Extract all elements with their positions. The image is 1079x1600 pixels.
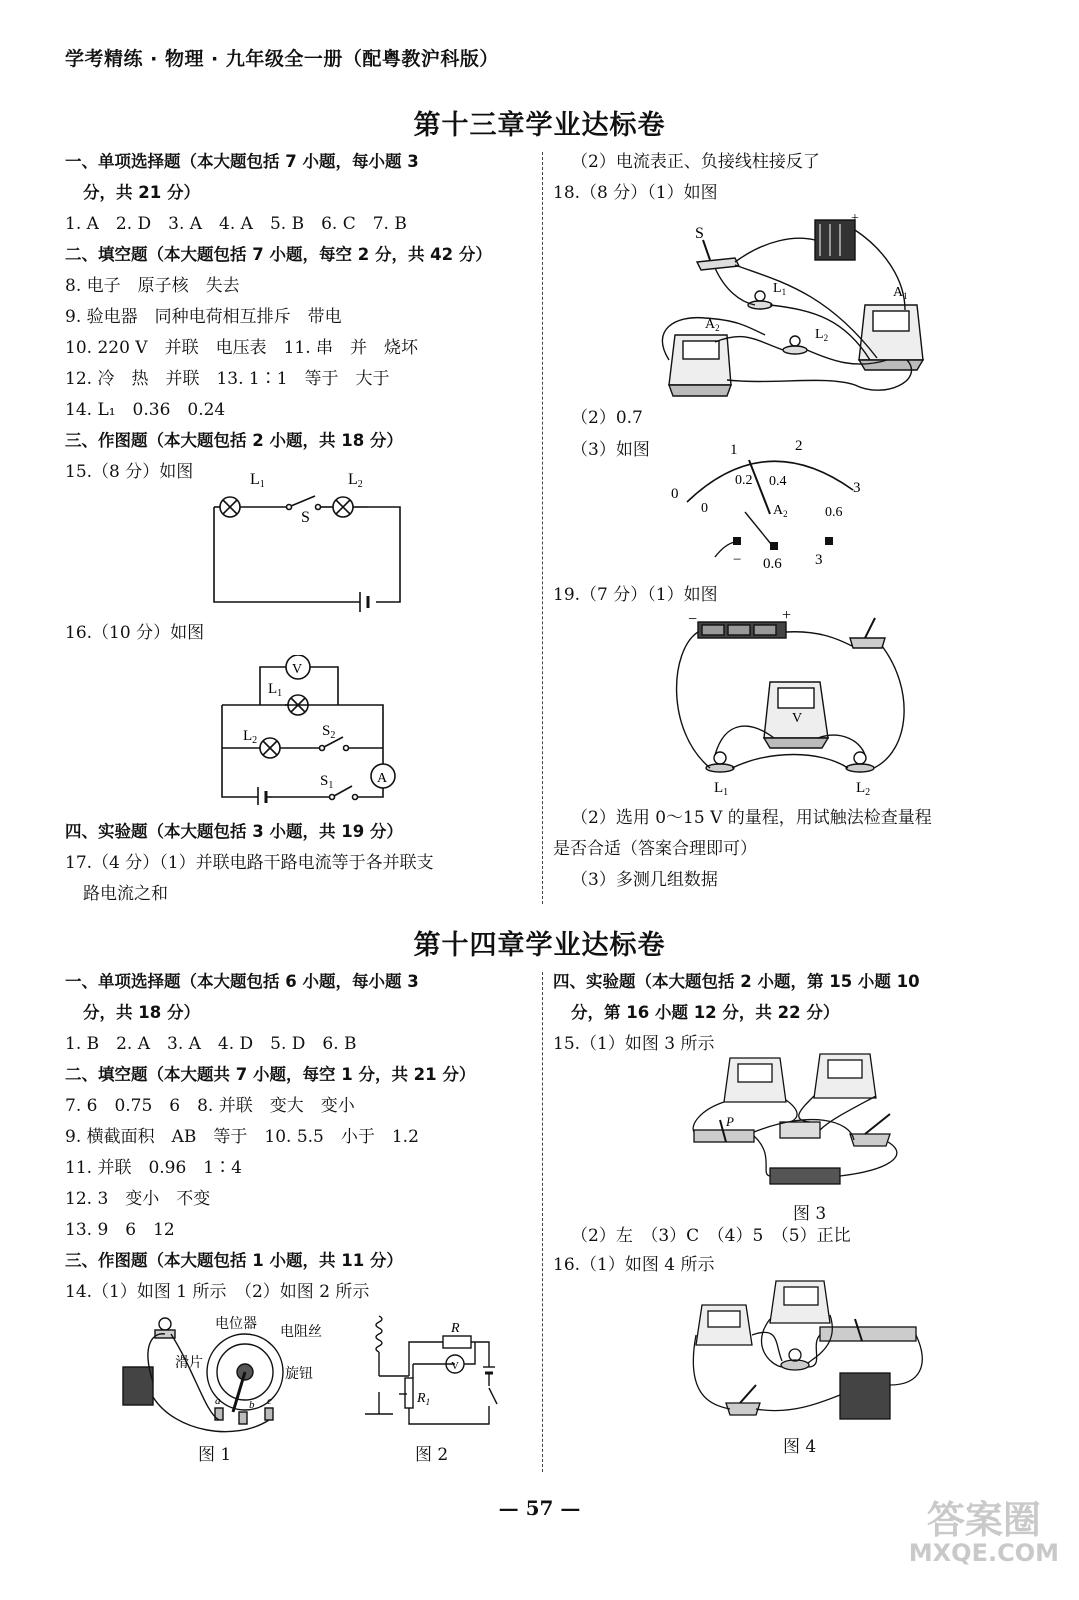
text-line: 7. 6 0.75 6 8. 并联 变大 变小 [65, 1096, 355, 1116]
text-line: 15.（8 分）如图 [65, 462, 194, 482]
figure-2-caption: 图 2 [415, 1445, 449, 1465]
label-potentiometer: 电位器 [215, 1317, 257, 1332]
q16-label: 16.（10 分）如图 [65, 623, 205, 643]
terminal-c: c [267, 1395, 272, 1407]
label-slider: 滑片 [175, 1356, 203, 1371]
terminal-06: 0.6 [763, 556, 782, 572]
text-line: 路电流之和 [83, 884, 168, 904]
physical-circuit-q19 [670, 610, 910, 800]
label-l1: $L_1$ [268, 681, 283, 699]
ammeter-label: A [377, 771, 388, 786]
text-line: 分，共 21 分） [83, 183, 200, 202]
label-l2: $L_2$ [856, 780, 871, 798]
text-line: 一、单项选择题（本大题包括 6 小题，每小题 3 [65, 972, 419, 991]
figure-2-circuit [365, 1312, 515, 1442]
tick-2-top: 2 [795, 438, 803, 454]
text-line: （3）多测几组数据 [571, 870, 718, 890]
text-line: 1. A 2. D 3. A 4. A 5. B 6. C 7. B [65, 214, 407, 234]
column-divider-ch13 [542, 152, 543, 904]
terminal-3: 3 [815, 552, 823, 568]
voltmeter-label: V [792, 711, 803, 726]
q18-part2: （2）0.7 [571, 408, 643, 428]
figure-1-caption: 图 1 [198, 1445, 232, 1465]
tick-0-top: 0 [671, 486, 679, 502]
terminal-minus: − [733, 552, 742, 568]
tick-1-top: 1 [730, 442, 738, 458]
voltmeter-label: V [451, 1360, 459, 1372]
chapter-14-title: 第十四章学业达标卷 [413, 930, 666, 961]
battery-minus: − [688, 611, 698, 628]
tick-3-top: 3 [853, 480, 861, 496]
label-l2: L2 [348, 471, 363, 490]
label-r: R [451, 1321, 460, 1336]
text-line: 9. 验电器 同种电荷相互排斥 带电 [65, 307, 342, 327]
label-l1: $L_1$ [714, 780, 729, 798]
figure-3-caption: 图 3 [793, 1204, 827, 1224]
text-line: 14. L₁ 0.36 0.24 [65, 400, 226, 420]
figure-4-caption: 图 4 [783, 1437, 817, 1457]
text-line: 二、填空题（本大题共 7 小题，每空 1 分，共 21 分） [65, 1065, 476, 1084]
text-line: 分，第 16 小题 12 分，共 22 分） [571, 1003, 840, 1022]
label-a1: $A_1$ [893, 285, 908, 301]
physical-circuit-q18 [655, 210, 940, 405]
text-line: 是否合适（答案合理即可） [553, 839, 757, 859]
text-line: 13. 9 6 12 [65, 1220, 175, 1240]
label-resistance-wire: 电阻丝 [280, 1325, 322, 1340]
q16-label-ch14: 16.（1）如图 4 所示 [553, 1255, 715, 1275]
label-l1: L1 [250, 471, 265, 490]
text-line: 10. 220 V 并联 电压表 11. 串 并 烧坏 [65, 338, 419, 358]
column-divider-ch14 [542, 972, 543, 1472]
text-line: 12. 冷 热 并联 13. 1∶1 等于 大于 [65, 369, 390, 389]
text-line: 三、作图题（本大题包括 2 小题，共 18 分） [65, 431, 403, 450]
terminal-b: b [249, 1399, 255, 1411]
label-r1: $R_1$ [417, 1391, 431, 1407]
circuit-diagram-q16 [210, 655, 400, 805]
label-s2: $S_2$ [322, 723, 336, 741]
text-line: 12. 3 变小 不变 [65, 1189, 211, 1209]
text-line: 9. 横截面积 AB 等于 10. 5.5 小于 1.2 [65, 1127, 419, 1147]
text-line: 1. B 2. A 3. A 4. D 5. D 6. B [65, 1034, 357, 1054]
meter-label: $A_2$ [773, 503, 788, 519]
page-number: — 57 — [498, 1496, 581, 1520]
text-line: 四、实验题（本大题包括 2 小题，第 15 小题 10 [553, 972, 920, 991]
battery-plus: + [782, 610, 792, 624]
text-line: （2）选用 0～15 V 的量程，用试触法检查量程 [571, 808, 932, 828]
watermark-bottom: MXQE.COM [908, 1539, 1059, 1567]
text-line: 三、作图题（本大题包括 1 小题，共 11 分） [65, 1251, 403, 1270]
label-s: S [695, 225, 704, 242]
text-line: （2）电流表正、负接线柱接反了 [571, 152, 820, 172]
text-line: 分，共 18 分） [83, 1003, 200, 1022]
tick-04-bottom: 0.4 [769, 474, 787, 489]
text-line: 8. 电子 原子核 失去 [65, 276, 240, 296]
q19-label: 19.（7 分）（1）如图 [553, 585, 718, 605]
figure-1-potentiometer [115, 1312, 345, 1442]
chapter-13-title: 第十三章学业达标卷 [413, 110, 666, 141]
q18-part3: （3）如图 [571, 440, 650, 460]
voltmeter-label: V [292, 662, 303, 677]
label-knob: 旋钮 [285, 1367, 313, 1382]
label-s1: $S_1$ [320, 773, 334, 791]
text-line: 17.（4 分）（1）并联电路干路电流等于各并联支 [65, 853, 434, 873]
tick-02-bottom: 0.2 [735, 473, 753, 488]
terminal-a: a [215, 1395, 221, 1407]
label-l1: $L_1$ [773, 281, 787, 297]
watermark [909, 1500, 1059, 1566]
label-l2: $L_2$ [815, 327, 829, 343]
circuit-diagram-q15 [200, 462, 420, 612]
text-line: 四、实验题（本大题包括 3 小题，共 19 分） [65, 822, 403, 841]
text-line: 15.（1）如图 3 所示 [553, 1034, 715, 1054]
label-l2: $L_2$ [243, 728, 258, 746]
text-line: 11. 并联 0.96 1∶4 [65, 1158, 242, 1178]
text-line: 14.（1）如图 1 所示 （2）如图 2 所示 [65, 1282, 370, 1302]
q15-rest: （2）左 （3）C （4）5 （5）正比 [571, 1226, 851, 1246]
ammeter-dial-q18 [665, 432, 880, 577]
label-p: P [726, 1114, 734, 1129]
tick-0-bottom: 0 [701, 501, 708, 516]
text-line: 二、填空题（本大题包括 7 小题，每空 2 分，共 42 分） [65, 245, 492, 264]
figure-3-apparatus [690, 1050, 925, 1195]
figure-4-apparatus [690, 1275, 930, 1425]
label-a2: $A_2$ [705, 317, 720, 333]
text-line: 一、单项选择题（本大题包括 7 小题，每小题 3 [65, 152, 419, 171]
label-switch: S [301, 509, 310, 526]
text-line: 18.（8 分）（1）如图 [553, 183, 718, 203]
label-plus: + [851, 211, 859, 226]
watermark-top: 答案圈 [926, 1498, 1041, 1542]
book-header: 学考精练 · 物理 · 九年级全一册（配粤教沪科版） [65, 48, 499, 70]
tick-06-bottom: 0.6 [825, 505, 843, 520]
